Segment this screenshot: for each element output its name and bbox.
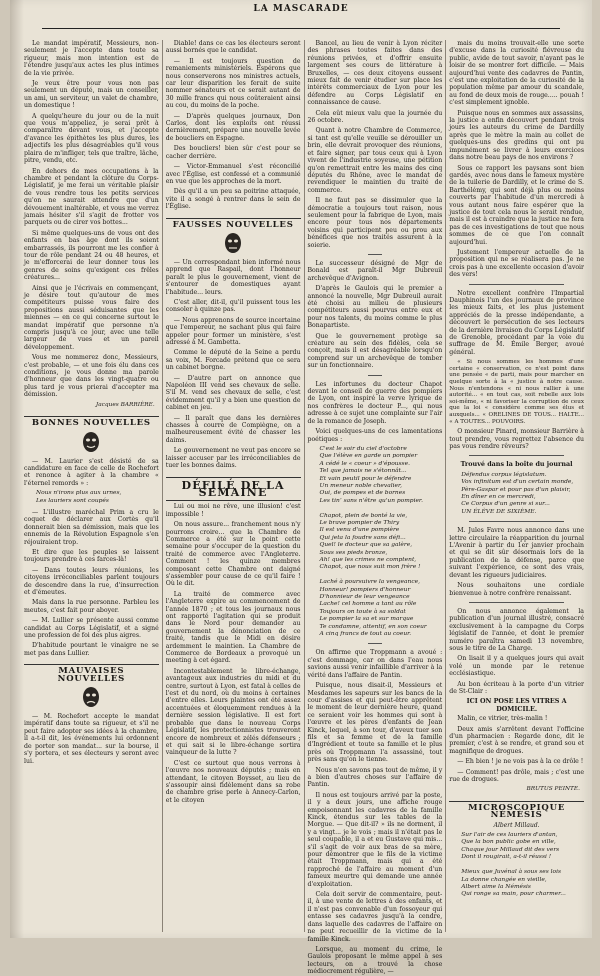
paragraph: — Victor-Emmanuel s'est réconcilié avec l'Église, est confessé et a communié en vue que les approches de la mort. <box>165 163 301 185</box>
paragraph: Lui ou moi ne rêve, une illusion! c'est impossible ! <box>165 503 301 518</box>
paragraph: Il nous est toujours arrivé par la poste, il y a deux jours, une affiche rouge empoisonnant les cadavres de la famille Kinck, étendus sur les tables de la Morgue. — Que dit-il? » ils ne dorment, il y a vingt... je le vois ; mais il n'était pas le seul coupable, il a et eu Gustave qui mis... s'il s'agit de voir aux bras de sa mère, pour démontrer que le fils de la victime était Troppmann, mais qui a été rapproché de l'affaire au moment d'un fameux meurtre qui demande une année d'exploitation. <box>307 791 443 888</box>
paragraph: Et dire que les peuples se laissent toujours prendre à ces farces-là! <box>24 548 159 564</box>
column-2 <box>166 40 301 932</box>
paragraph: C'est aller, dit-il, qu'il puissent tous les consoler à quinze pas. <box>165 298 301 314</box>
divider <box>368 375 383 376</box>
paragraph: Dès qu'il a un peu sa poitrine attaquée, vite il a songé à rentrer dans le sein de l'Église. <box>165 188 301 211</box>
verse: Sur l'air de ces lauriers d'antan, Que la bon public gobe en ville, Chaque jour Millaud dit des vers Dont il rougirait, a-t-il réussi ! Mieux que Juvénal à sous ses lois La donne changée en vieille, Albert aime la Némésis Qui ronge sa main, pour charmer... <box>461 832 566 898</box>
paragraph: D'habitude pourtant le vinaigre ne se met pas dans Lullier. <box>24 642 159 657</box>
paragraph: Nous souhaitons une cordiale bienvenue à notre confrère renaissant. <box>449 582 584 597</box>
column-4 <box>449 40 584 932</box>
paragraph: On nous annonce également la publication d'un journal illustré, consacré exclusivement à la campagne du Corps législatif de l'année, et dont le premier numéro paraîtra samedi 13 novembre, sous le titre de La Charge. <box>449 607 584 652</box>
section-title-mauvaises-nouvelles: MAUVAISES NOUVELLES <box>24 664 159 683</box>
divider <box>469 455 564 456</box>
newspaper-page <box>10 0 592 976</box>
paragraph: Malin, ce vitrier, très-malin ! <box>457 715 548 723</box>
paragraph: Quant à notre Chambre de Commerce, si tant est qu'elle veuille se dérouiller un brin, elle devrait provoquer des réunions, et faire signer, par tous ceux qui à Lyon vivent de l'industrie soyeuse, une pétition qu'on remettrait entre les mains des cinq députés du Rhône, avec le mandat de revendiquer le maintien du traité de commerce. <box>307 127 443 194</box>
paragraph: — M. Laurier s'est désisté de sa candidature en face de celle de Rochefort et renonce à agiter à la chambre « l'éternel remords » : <box>24 457 159 487</box>
paragraph: Que le gouvernement protège sa créature au sein des fidèles, cela se conçoit, mais il est désagréable lorsqu'on comprend sur un archevêque de tomber sur un fonctionnaire. <box>307 332 443 370</box>
paragraph: Je veux être pour vous non pas seulement un député, mais un conseiller, un ami, un serviteur, un valet de chambre, un domestique ! <box>24 80 159 110</box>
mask-icon <box>24 430 159 454</box>
paragraph: C'est ce surtout que nous verrons à l'œuvre nos nouveaux députés ; mais en attendant, le citoyen Boysset, au lieu de s'assoupir ainsi fidèlement dans sa robe de chambre grise perle à Annecy-Carlon, et le citoyen <box>165 759 301 804</box>
paragraph: Nous n'en savons pas tout de même, il y a bien d'autres choses sur l'affaire de Pantin. <box>307 766 443 789</box>
verse: Défendus corpus législatum. Vox infinitum est d'un certain monde, Père-Gaspar et pour pas d'un plaisir, En dîner en ce mercredi, Ce Corpus d'un genre si sur... UN ÉLÈVE DE SIXIÈME. <box>461 471 574 515</box>
paragraph: D'après le Gaulois qui le premier a annoncé la nouvelle, Mgr Dubreuil aurait été choisi au milieu de plusieurs compétiteurs aussi pourvus entre eux et pour nos talents, du moins comme le plus Bonapartiste. <box>307 285 443 330</box>
paragraph: Si même quelques-uns de vous ont des enfants en bas âge dont ils soient embarrassés, ils pourront me les confier à tour de rôle pendant 24 ou 48 heures, et je m'efforcerai de leur donner tous les genres de soins qu'exigent ces frêles créatures... <box>24 229 159 282</box>
section-title-bonnes-nouvelles: BONNES NOUVELLES <box>24 416 159 427</box>
paragraph: — M. Lullier se présente aussi comme candidat au Corps Législatif, et a signé une profession de foi des plus aigres. <box>24 617 159 640</box>
paragraph: mais du moins trouvait-elle une sorte d'excuse dans la curiosité fiévreuse du public, avide de tout savoir, n'ayant pas le loisir de se montrer fort difficile. — Mais aujourd'hui vente des cadavres de Pantin, c'est une exploitation de la curiosité de la population même par amour du scandale, au fond de deux mois de rouge..... pouah ! c'est simplement ignoble. <box>449 40 584 107</box>
paragraph: En dehors de mes occupations à la chambre et pendant la clôture du Corps-Législatif, je me ferai un véritable plaisir de vous rendre tous les petits services qu'on ne saurait attendre que d'un dévouement inaltérable, et vous me verrez jamais hésiter s'il s'agit de frotter vos parquets ou de cirer vos bottes... <box>24 167 159 227</box>
paragraph: Diable! dans ce cas les électeurs seront aussi bornés que le candidat. <box>165 40 301 55</box>
section-title-fausses-nouvelles: FAUSSES NOUVELLES <box>166 218 301 229</box>
verse: Nous n'irons plus aux urnes, Les lauriers sont coupés <box>36 490 122 504</box>
paragraph: Des boucliers! bien sûr c'est pour se cacher derrière. <box>165 145 301 160</box>
mask-icon <box>166 231 301 255</box>
paragraph: — Il paraît que dans les dernières chasses à courre de Compiègne, on a malheureusement évité de chasser les daims. <box>165 414 301 444</box>
paragraph: — D'après quelques journaux, Don Carlos, dont les exploits ont réussi dernièrement, prépare une nouvelle levée de boucliers en Espagne. <box>165 112 301 142</box>
paragraph: On lisait il y a quelques jours qui avait volé un monde par le retenue ecclésiastique. <box>449 655 584 678</box>
paragraph: Vous me nommerez donc, Messieurs, c'est probable, — et une fois élu dans ces conditions, je vous donne ma parole d'honneur que dans les vingt-quatre ou plus tard je vous prierai d'accepter ma démission. <box>24 354 159 399</box>
paragraph: On nous assure... franchement nous n'y pourrons croire... que la Chambre de Commerce a été sur le point cette semaine pour s'occuper de la question du traité de commerce avec l'Angleterre. Comment ! les quinze membres composant cette Chambre ont daigné s'assembler pour cause de ce qu'il faire ! Où le dit. <box>165 521 301 588</box>
ecriteau: ICI ON POSE LES VITRES A DOMICILE. <box>466 697 567 713</box>
paragraph: — D'autre part on annonce que Napoléon III vend ses chevaux de selle. S'il M. vend ses chevaux de selle, c'est évidemment qu'il y a bien une question de cabinet en jeu. <box>165 374 301 412</box>
divider <box>469 521 564 522</box>
masthead-rule <box>42 28 560 29</box>
mask-icon <box>24 685 159 709</box>
paragraph: La traité de commerce avec l'Angleterre expire au commencement de l'année 1870 ; et tous les journaux nous ont rapporté l'agitation qui se produit dans le Nord pour demander au gouvernement la dénonciation de ce traité, tandis que le Midi en désire ardemment le maintien. La Chambre de Commerce de Bordeaux a provoqué un meeting à cet égard. <box>165 590 301 665</box>
verse: C'est le soir du ciel d'octobre Que l'élève en garde un pompier A cédé le « coeur » d'épousse. Tel que jamais ne s'étonnât... Et vain peutil pour le défendre Un meneur noble chevalier, Oui, de pompes et de bornes Les tin’ sans n'être qu'un pompier. Chapot, plein de bonté la vie, Le brave pompier de Thiry Il est venu d'une pompière Qui jeta la foudre sans défi... Quel! le docteur que sa galère, Sous ses pieds bronze, Ah! que les crimes ne comptent, Chapot, que nous suit mon frère ! Laché à poursuivre la vengeance, Honneur! pompiers d'honneur D'honnieur de leur vengeance Lache! cel homme a tant au rôle Toujours on toute à sa soldat Le pompier la sa et sur marque Te condamne, attentif, en son coeur A cinq francs de tout au coeur. <box>319 445 427 638</box>
section-title-nemesis: MICROSCOPIQUE NÉMÉSIS <box>449 801 584 820</box>
paragraph: Le gouvernement ne veut pas encore se laisser accuser par les irréconciliables de tuer les bonnes daims. <box>165 447 301 470</box>
paragraph: Puisque, nous disait-il, Messieurs et Mesdames les sapeurs sur les bancs de la cour d'assises et qui peut-être apprêtent le moment de leur dernière heure, quand ce seraient voir les hommes qui sont à l'œuvre et les pères d'enfants de Jean Kinck, lequel, à son tour, d'aveux tuer son fils et sa femme et de la famille d'Ingrédient et toute sa famille et le plus près où Troppmann l'a assassiné, tout près sans qu'on le tienne. <box>307 682 443 764</box>
column-3 <box>307 40 443 976</box>
paragraph: « Si nous sommes les hommes d'une certaine « conservation, ce n'est point dans une pensée « de parti, mais pour marcher en quelque sorte à la « justice à notre cause. Nous n'entendons « ni nous rallier à une autorité... « en tout cas, soit rebelle aux lois soi-même, « ni favoriser la corruption de ceux que la loi « considère comme ses élus et auxquels... « ORELINES DE TOUS... HALTE... « A TOUTES... POUVOIRS. <box>449 359 584 425</box>
paragraph: Le successeur désigné de Mgr de Bonald est paraît-il Mgr Dubreuil archevêque d'Avignon. <box>307 259 443 282</box>
paragraph: — M. Rochefort accepte le mandat impératif dans toute sa rigueur, et s'il ne peut faire adopter ses idées à la chambre, il a-t-il dit, les événements lui ordonnent de porter son mandat... sur la bourse, il s'y portera, et ses électeurs y seront avec lui. <box>24 713 159 765</box>
paragraph: O monsieur Pinard, monsieur Barrière à tout prendre, vous regrettez l'absence du pas vous rendre rêveurs? <box>449 428 584 450</box>
paragraph: Au bon écriteau à la porte d'un vitrier de St-Clair : <box>449 680 584 695</box>
masthead-title: LA MASCARADE <box>253 4 349 14</box>
section-title-defile: DÉFILÉ DE LA SEMAINE <box>166 477 301 502</box>
paragraph: — Un correspondant bien informé nous apprend que Raspail, dont l'honneur paraît le plus le gouvernement, vient de s'entourer de domestiques ayant l'habitude... leurs. <box>165 258 301 296</box>
trouve-heading: Trouvé dans la boîte du journal <box>460 460 573 469</box>
paragraph: Bancel, au lieu de venir à Lyon réciter des phrases toutes faites dans des réunions privées, et d'offrir ensuite largement ses cours de littérature à Bruxelles, — ces deux citoyens eussent mieux fait de venir étudier sur place les intérêts commerciaux de Lyon pour les défendre au Corps Législatif en connaissance de cause. <box>307 40 443 107</box>
paragraph: — L'illustre maréchal Prim a cru le coquet de déclarer aux Cortès qu'il donnerait bien sa démission, mais que les ennemis de la Révolution Espagnole s'en réjouiraient trop. <box>24 508 159 546</box>
paragraph: Ainsi que je l'écrivais en commençant, je désire tout qu'autour de mes compétiteurs puisse vous faire des propositions aussi séduisantes que les miennes — en ce qui concerne surtout le mandat impératif que personne n'a compris jusqu'à ce jour, avec une telle largeur de vues et un pareil développement. <box>24 284 159 351</box>
paragraph: Comme le député de la Seine a perdu sa voix, M. Forcade prétend que ce sera un cabinet borgne. <box>165 349 301 372</box>
paragraph: Il ne faut pas se dissimuler que la démocratie a toujours tout raison, nous seulement pour la fabrique de Lyon, mais encore pour tous nos départements voisins qui participent peu ou prou aux bénéfices que nos traités assurent à la soierie. <box>307 197 443 249</box>
paragraph: Incontestablement le libre-échange, avantageux aux industries du midi et du centre, surtout à Lyon, est fatal à celles de l'est et du nord, où du moins à certaines d'entre elles. Leurs plaintes ont été assez accentuées et éloquemment rendues à la dernière session législative. Il est fort probable que dans le nouveau Corps Législatif, les protectionnistes trouveront encore de nombreux et zélés défenseurs ; et qui sait si le libre-échange sortira vainqueur de la lutte ? <box>165 667 301 757</box>
divider <box>368 254 383 255</box>
paragraph: M. Jules Favre nous annonce dans une lettre circulaire la réapparition du journal L'Avenir à partir du 1er janvier prochain et qui se dit sûr désormais lors de la publication de la défense, parce que suivant l'expérience, ce sont des vrais, devant les rigueurs judiciaires. <box>449 527 584 579</box>
column-1 <box>24 40 159 932</box>
divider <box>368 643 383 644</box>
paragraph: Les infortunes du docteur Chapot devant le conseil de guerre des pompiers de Lyon, ont inspiré la verve lyrique de nos confrères le docteur P..., qui nous adresse à ce sujet une complainte sur l'air de la romance de Joseph. <box>307 380 443 425</box>
signature: BRUTUS PEINTE. <box>526 786 580 793</box>
masthead <box>10 4 592 26</box>
paragraph: Mais dans la rue personne. Parbleu les meutes, c'est fait pour aboyer. <box>24 599 159 614</box>
paragraph: — Eh bien ! je ne vois pas à la ce drôle ! <box>457 758 584 766</box>
paragraph: — Nous apprenons de source incertaine que l'empereur, ne sachant plus qui faire appeler pour former un ministère, s'est adressé à M. Gambetta. <box>165 316 301 346</box>
signature: Jacques BARRIÈRE. <box>95 401 155 408</box>
columns <box>24 40 584 976</box>
paragraph: — Dans toutes leurs réunions, les citoyens irréconciliables parlent toujours de descendre dans la rue, d'insurrection et d'émeutes. <box>24 566 159 596</box>
paragraph: Justement l'empereur actuelle de la proposition qui ne se réalisera pas. Je ne crois pas à une excellente occasion d'avoir des vers! <box>449 248 584 279</box>
divider <box>469 602 564 603</box>
paragraph: On affirme que Troppmann a avoué : c'est dommage, car on dans l'eau nous savions aussi venir infaillible d'arriver à la vérité dans l'affaire de Pantin. <box>307 649 443 679</box>
paragraph: Notre excellent confrère l'Impartial Dauphinois l'un des journaux de province les mieux faits, et les plus justement appréciés de la presse indépendante, a découvert le persécution de ses lecteurs de la dernière livraison du Corps Législatif de Grenoble, procédant par la voie du suffrage de M. Émile Berger, avoué général. <box>449 289 584 356</box>
divider <box>469 284 564 285</box>
paragraph: Puisque nous en sommes aux assassins, la justice a enfin découvert pendant trois jours les auteurs du crime de Dardilly après que le mètre la main au collet de quelques-uns des gredins qui ont pu impunément se livrer à leurs exercices dans notre beau pays de nos environs ? <box>449 109 584 162</box>
paragraph: Voici quelques-uns de ces lamentations poétiques : <box>307 428 443 443</box>
paragraph: — Comment! pas drôle, mais ; c'est une rue de drogues. <box>449 768 584 784</box>
paragraph: Cela doit servir de commentaire, peut-il, à une vente de lettres à des enfants, et il n'est pas convenable d'un fossoyeur qui entasse ses cadavres jusqu'à la cendre, dans laquelle des cadavres de l'affaire on ne peut recueillir de la victime de la famille Kinck. <box>307 891 443 943</box>
paragraph: Le mandat impératif, Messieurs, non-seulement je l'accepte dans toute sa rigueur, mais mon intention est de l'étendre jusqu'aux actes les plus intimes de la vie privée. <box>24 40 159 77</box>
paragraph: — Il est toujours question de remaniements ministériels. Espérons que nous conserverons nos ministres actuels, car leur disparition les ferait de suite nommer sénateurs et ce serait autant de 30 mille francs qui nous coûteraient ainsi au cou, du moins de la poche. <box>165 57 301 110</box>
nemesis-author: Albert Millaud. <box>493 821 540 829</box>
paragraph: Sous ce rapport les paysans sont bien gardés, avec nous dans le fameux mystère de la tuilerie de Dardilly, et le crime de S. Barthélémy, qui sont déjà plus ou moins couverts par l'habitude d'un mercredi à vous autant nous faire espérer que la justice de tout cela nous le serait rendue, mais il est à craindre que la justice ne fera pas de ces investigations de tout que nous sommes de ce que l'on connaît aujourd'hui. <box>449 164 584 246</box>
paragraph: Deux amis s'arrêtent devant l'officine d'un pharmacien : Regarde donc, dit le premier, c'est à se rendre, et grand sou et magnifique de drogues. <box>449 725 584 755</box>
paragraph: Cela eût mieux valu que la journée du 26 octobre. <box>307 109 443 125</box>
paragraph: Lorsque, au moment du crime, le Gaulois proposant le même appel à ses lecteurs, on a trouvé la chose médiocrement régulière, — <box>307 945 443 976</box>
paragraph: A quelqu'heure du jour ou de la nuit que vous m'appeliez, je serai prêt à comparaître devant vous, et j'accepte d'avance les épithètes les plus dures, les adjectifs les plus désagréables qu'il vous plaira de m'infliger, tels que traître, lâche, pitre, vendu, etc. <box>24 112 159 165</box>
